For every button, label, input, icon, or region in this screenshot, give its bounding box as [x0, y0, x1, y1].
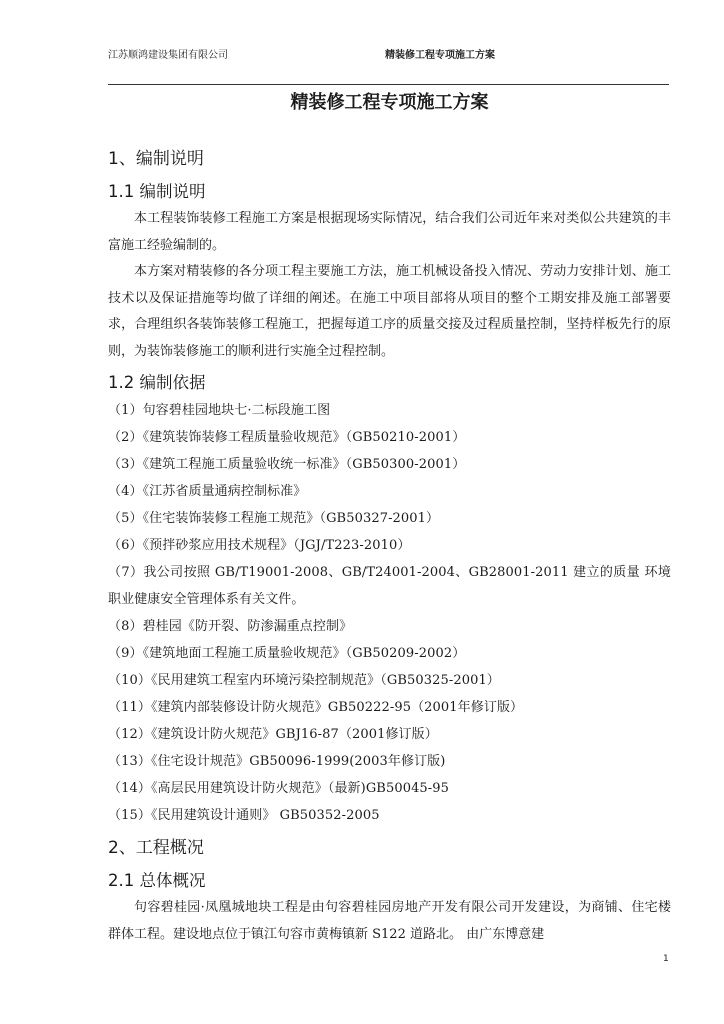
- section-1-2-heading: 1.2 编制依据: [108, 373, 206, 392]
- reference-item: （13）《住宅设计规范》GB50096-1999(2003年修订版): [108, 754, 446, 769]
- section-1-1-paragraph: 本工程装饰装修工程施工方案是根据现场实际情况，结合我们公司近年来对类似公共建筑的丰富施工经验编制的。: [108, 211, 671, 253]
- reference-list: [108, 397, 671, 829]
- reference-item: （3）《建筑工程施工质量验收统一标准》（GB50300-2001）: [108, 457, 466, 472]
- reference-item: （11）《建筑内部装修设计防火规范》GB50222-95（2001年修订版）: [108, 700, 524, 715]
- reference-item: （7）我公司按照 GB/T19001-2008、GB/T24001-2004、GB28001-2011 建立的质量 环境职业健康安全管理体系有关文件。: [108, 565, 671, 607]
- reference-item: （14）《高层民用建筑设计防火规范》（最新)GB50045-95: [108, 781, 450, 796]
- section-2-1-paragraph: 句容碧桂园·凤凰城地块工程是由句容碧桂园房地产开发有限公司开发建设，为商铺、住宅楼群体工程。建设地点位于镇江句容市黄梅镇新 S122 道路北。 由广东博意建: [108, 900, 671, 942]
- section-2-heading: 2、工程概况: [108, 838, 204, 858]
- reference-item: （2）《建筑装饰装修工程质量验收规范》（GB50210-2001）: [108, 430, 466, 445]
- section-1-heading: 1、编制说明: [108, 149, 204, 169]
- reference-item: （10）《民用建筑工程室内环境污染控制规范》（GB50325-2001）: [108, 673, 500, 688]
- section-1-1-heading: 1.1 编制说明: [108, 182, 206, 201]
- reference-item: （5）《住宅装饰装修工程施工规范》（GB50327-2001）: [108, 511, 440, 526]
- reference-item: （1）句容碧桂园地块七·二标段施工图: [108, 403, 331, 418]
- reference-item: （4）《江苏省质量通病控制标准》: [108, 484, 307, 499]
- page-title: 精装修工程专项施工方案: [290, 92, 489, 113]
- reference-item: （6）《预拌砂浆应用技术规程》（JGJ/T223-2010）: [108, 538, 411, 553]
- reference-item: （8）碧桂园《防开裂、防渗漏重点控制》: [108, 619, 353, 634]
- section-1-1-paragraph: 本方案对精装修的各分项工程主要施工方法，施工机械设备投入情况、劳动力安排计划、施工技术以及保证措施等均做了详细的阐述。在施工中项目部将从项目的整个工期安排及施工部署要求，合理组织各装饰装修工程施工，把握每道工序的质量交接及过程质量控制，坚持样板先行的原则，为装饰装修施工的顺利进行实施全过程控制。: [108, 264, 671, 359]
- reference-item: （9）《建筑地面工程施工质量验收规范》（GB50209-2002）: [108, 646, 466, 661]
- document-body: [108, 86, 671, 948]
- header-divider: [108, 84, 669, 85]
- section-2-1-heading: 2.1 总体概况: [108, 871, 206, 890]
- reference-item: （12）《建筑设计防火规范》GBJ16-87（2001修订版）: [108, 727, 438, 742]
- header-company: 江苏顺鸿建设集团有限公司: [108, 50, 228, 61]
- page-number: 1: [663, 954, 669, 964]
- reference-item: （15）《民用建筑设计通则》 GB50352-2005: [108, 808, 380, 823]
- header-doc-name: 精装修工程专项施工方案: [385, 50, 495, 61]
